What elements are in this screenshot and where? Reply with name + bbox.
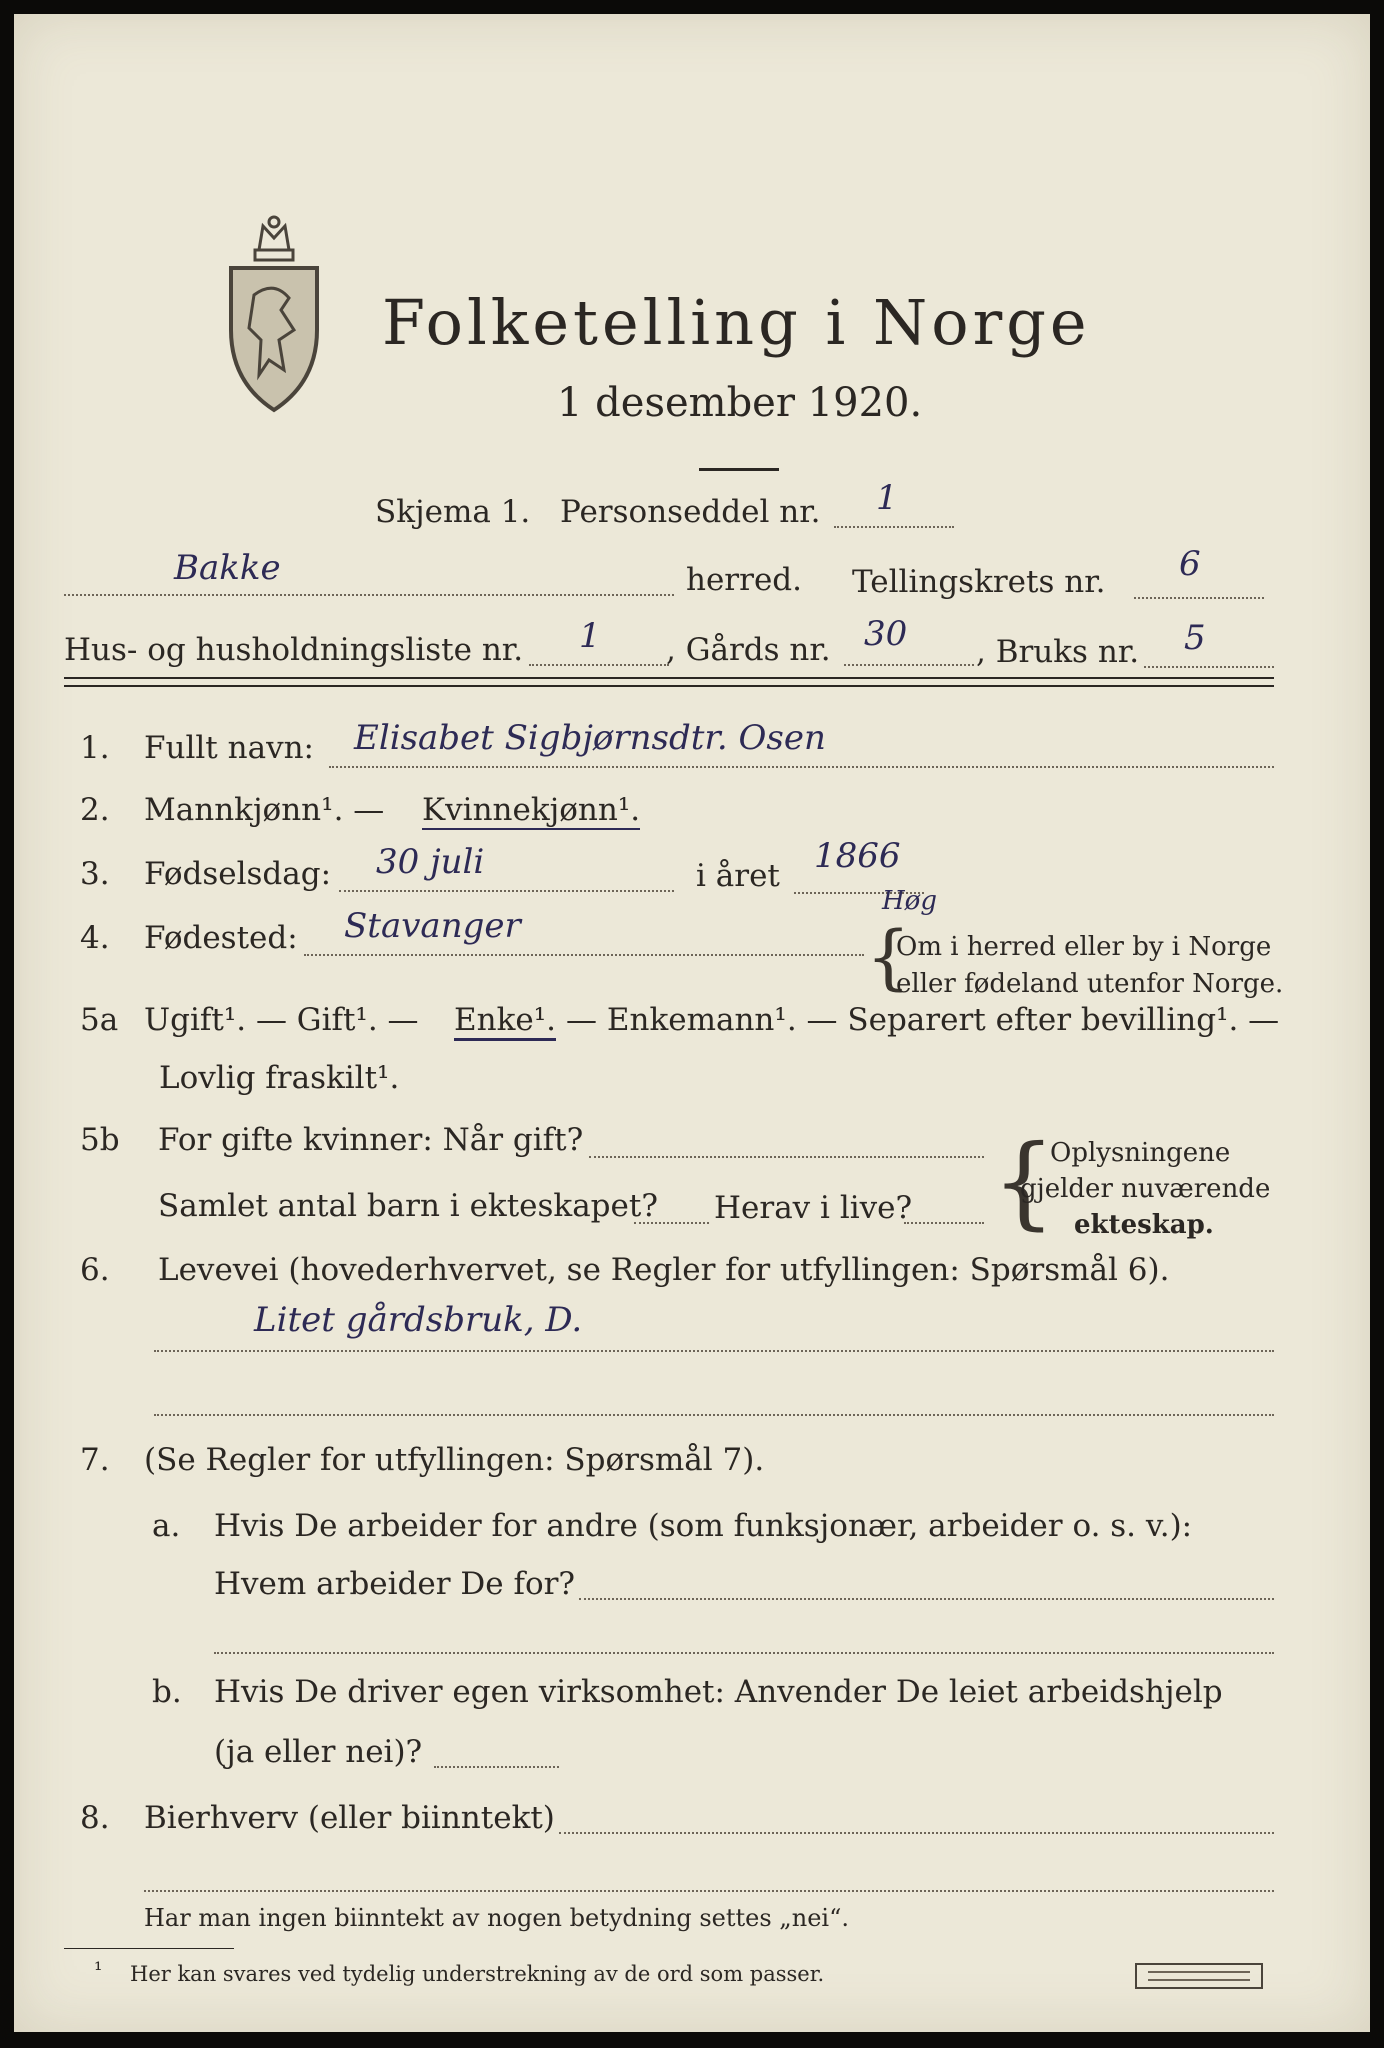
gards-label: , Gårds nr. [666,632,831,668]
q7a-line1: Hvis De arbeider for andre (som funksjonær, arbeider o. s. v.): [214,1508,1193,1544]
q3-value[interactable]: 30 juli [376,842,485,882]
q5b-note-3: ekteskap. [1074,1210,1214,1240]
q5b-line2b: Herav i live? [714,1190,913,1226]
q3-year-label: i året [696,858,780,894]
title-divider [699,468,779,471]
q5a-line1: Ugift¹. — Gift¹. — [144,1002,419,1038]
herred-line [64,594,674,596]
tellingskrets-line [1134,597,1264,599]
q7-number: 7. [80,1442,110,1478]
header-rule-2 [64,685,1274,687]
q7b-line1: Hvis De driver egen virksomhet: Anvender De leiet arbeidshjelp [214,1674,1223,1710]
q1-value[interactable]: Elisabet Sigbjørnsdtr. Osen [354,718,826,758]
personseddel-value[interactable]: 1 [876,478,898,518]
q5b-note-2: gjelder nuværende [1020,1174,1271,1204]
q8-line-1 [559,1832,1274,1834]
q7a-line-1 [579,1598,1274,1600]
q8-line-2 [144,1890,1274,1892]
footnote-rule [64,1948,234,1949]
form-title: Folketelling i Norge [382,286,1091,359]
footer-note: Har man ingen biinntekt av nogen betydning settes „nei“. [144,1904,849,1932]
q5a-line2: Lovlig fraskilt¹. [159,1060,400,1096]
q7b-line [434,1766,559,1768]
q4-label: Fødested: [144,920,298,956]
bruks-value[interactable]: 5 [1184,618,1206,658]
coat-of-arms-icon [219,210,329,420]
q7b-line2: (ja eller nei)? [214,1734,423,1770]
bruks-line [1144,666,1274,668]
header-rule-1 [64,677,1274,679]
census-date: 1 desember 1920. [557,380,923,426]
q4-note-1: Om i herred eller by i Norge [896,932,1272,962]
q7a-line-2 [214,1652,1274,1654]
tellingskrets-value[interactable]: 6 [1179,544,1201,584]
tellingskrets-label: Tellingskrets nr. [852,564,1106,600]
bruks-label: , Bruks nr. [976,634,1140,670]
q5b-children-line [634,1222,709,1224]
q3-line [339,890,674,892]
q7-label: (Se Regler for utfyllingen: Spørsmål 7). [144,1442,765,1478]
q6-line-1 [154,1350,1274,1352]
q8-number: 8. [80,1800,110,1836]
q5b-line1: For gifte kvinner: Når gift? [158,1122,584,1158]
q6-line-2 [154,1414,1274,1416]
q2-kvinne[interactable]: Kvinnekjønn¹. [422,792,641,828]
q3-year-value[interactable]: 1866 [814,836,901,876]
q6-label: Levevei (hovederhvervet, se Regler for utfyllingen: Spørsmål 6). [158,1252,1170,1288]
gards-line [844,664,974,666]
q2-mann: Mannkjønn¹. — [144,792,385,828]
q8-label: Bierhverv (eller biinntekt) [144,1800,555,1836]
footnote-text: Her kan svares ved tydelig understrekning av de ord som passer. [130,1962,825,1986]
q4-line [304,954,864,956]
q5a-number: 5a [80,1002,119,1038]
personseddel-line [834,526,954,528]
q5b-line2a: Samlet antal barn i ekteskapet? [158,1188,658,1224]
q6-value[interactable]: Litet gårdsbruk, D. [254,1300,583,1340]
q7a-line2: Hvem arbeider De for? [214,1566,576,1602]
q4-value[interactable]: Stavanger [344,906,521,946]
q4-extra[interactable]: Høg [882,886,937,916]
census-form [14,14,1370,2032]
q5b-note-1: Oplysningene [1050,1138,1231,1168]
q7a-letter: a. [152,1508,181,1544]
q6-number: 6. [80,1252,110,1288]
q5b-number: 5b [80,1122,120,1158]
q4-number: 4. [80,920,110,956]
herred-label: herred. [686,562,802,598]
hus-label: Hus- og husholdningsliste nr. [64,632,524,668]
gards-value[interactable]: 30 [864,614,908,654]
q7b-letter: b. [152,1674,182,1710]
q3-number: 3. [80,856,110,892]
q5b-married-line [589,1156,984,1158]
q5a-enke[interactable]: Enke¹. [454,1002,556,1041]
hus-value[interactable]: 1 [579,616,601,656]
herred-value[interactable]: Bakke [174,548,281,588]
q5a-line1b: — Enkemann¹. — Separert efter bevilling¹. — [566,1002,1280,1038]
printer-stamp-icon [1134,1962,1264,1990]
q1-number: 1. [80,730,110,766]
q4-brace: { [866,916,911,998]
footnote-mark: ¹ [94,1958,103,1982]
hus-line [529,664,669,666]
q3-label: Fødselsdag: [144,856,332,892]
q2-number: 2. [80,792,110,828]
personseddel-label: Personseddel nr. [560,494,821,530]
q1-line [329,766,1274,768]
q5b-brace: { [992,1123,1056,1240]
q5b-alive-line [904,1222,984,1224]
skjema-label: Skjema 1. [375,494,531,530]
q1-label: Fullt navn: [144,730,314,766]
q4-note-2: eller fødeland utenfor Norge. [896,969,1284,999]
